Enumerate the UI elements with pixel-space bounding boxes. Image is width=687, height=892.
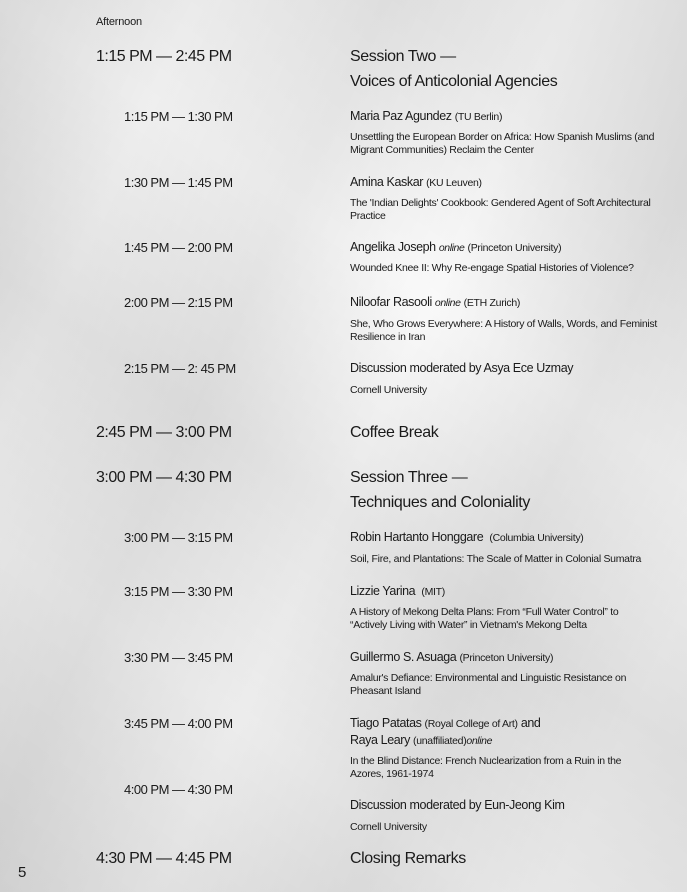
talk-speaker <box>350 109 502 123</box>
coffee-break-time: 2:45 PM — 3:00 PM <box>96 424 232 441</box>
talk-speaker <box>350 530 583 544</box>
talk-time: 3:45 PM — 4:00 PM <box>124 716 233 731</box>
closing-title: Closing Remarks <box>350 850 466 867</box>
talk-speaker <box>350 716 540 730</box>
coffee-break-title: Coffee Break <box>350 424 439 441</box>
speaker-name: Angelika Joseph <box>350 240 436 254</box>
speaker-name: Robin Hartanto Honggare <box>350 530 484 544</box>
discussion-text: Discussion moderated by Asya Ece Uzmay <box>350 361 574 375</box>
talk-speaker <box>350 175 482 189</box>
talk-title: Amalur's Defiance: Environmental and Linguistic Resistance on Pheasant Island <box>350 672 627 697</box>
and-text: and <box>520 716 541 730</box>
speaker-affiliation: (unaffiliated) <box>413 735 467 747</box>
page-number: 5 <box>18 864 27 881</box>
session-two-title-2: Voices of Anticolonial Agencies <box>350 73 558 90</box>
talk-speaker-2 <box>350 733 492 747</box>
speaker-name: Guillermo S. Asuaga <box>350 650 457 664</box>
speaker-affiliation: (MIT) <box>421 586 445 598</box>
speaker-affiliation: (TU Berlin) <box>454 111 503 123</box>
talk-title: She, Who Grows Everywhere: A History of Walls, Words, and Feminist Resilience in Iran <box>350 318 657 343</box>
speaker-name: Lizzie Yarina <box>350 584 416 598</box>
talk-time: 3:15 PM — 3:30 PM <box>124 584 233 599</box>
talk-speaker <box>350 650 553 664</box>
speaker-affiliation: (Princeton University) <box>467 242 562 254</box>
discussion-affiliation: Cornell University <box>350 384 427 396</box>
speaker-name: Niloofar Rasooli <box>350 295 432 309</box>
talk-title: Wounded Knee II: Why Re-engage Spatial Histories of Violence? <box>350 262 634 274</box>
talk-title: The 'Indian Delights' Cookbook: Gendered Agent of Soft Architectural Practice <box>350 197 651 222</box>
speaker-name: Amina Kaskar <box>350 175 424 189</box>
talk-time: 2:00 PM — 2:15 PM <box>124 295 233 310</box>
closing-time: 4:30 PM — 4:45 PM <box>96 850 232 867</box>
talk-title: Unsettling the European Border on Africa: How Spanish Muslims (and Migrant Communities) Reclaim the Center <box>350 131 655 156</box>
speaker-affiliation: (KU Leuven) <box>426 177 482 189</box>
discussion-time: 2:15 PM — 2: 45 PM <box>124 361 236 376</box>
speaker-name: Raya Leary <box>350 733 410 747</box>
discussion-affiliation: Cornell University <box>350 821 427 833</box>
online-tag: online <box>466 735 493 747</box>
discussion-text: Discussion moderated by Eun-Jeong Kim <box>350 798 565 812</box>
session-two-time: 1:15 PM — 2:45 PM <box>96 48 232 65</box>
speaker-name: Maria Paz Agundez <box>350 109 452 123</box>
talk-time: 1:15 PM — 1:30 PM <box>124 109 233 124</box>
speaker-name: Tiago Patatas <box>350 716 422 730</box>
talk-time: 3:30 PM — 3:45 PM <box>124 650 233 665</box>
discussion-time: 4:00 PM — 4:30 PM <box>124 782 233 797</box>
session-three-title-1: Session Three — <box>350 469 468 486</box>
session-three-title-2: Techniques and Coloniality <box>350 494 530 511</box>
online-tag: online <box>438 242 465 254</box>
talk-time: 1:45 PM — 2:00 PM <box>124 240 233 255</box>
talk-title: A History of Mekong Delta Plans: From “Full Water Control” to “Actively Living with Water” in Vietnam's Mekong Delta <box>350 606 619 631</box>
speaker-affiliation: (ETH Zurich) <box>463 297 521 309</box>
speaker-affiliation: (Columbia University) <box>489 532 584 544</box>
session-three-time: 3:00 PM — 4:30 PM <box>96 469 232 486</box>
talk-title: In the Blind Distance: French Nuclearization from a Ruin in the Azores, 1961-1974 <box>350 755 622 780</box>
talk-title: Soil, Fire, and Plantations: The Scale of Matter in Colonial Sumatra <box>350 553 642 565</box>
talk-time: 3:00 PM — 3:15 PM <box>124 530 233 545</box>
speaker-affiliation: (Princeton University) <box>459 652 554 664</box>
talk-time: 1:30 PM — 1:45 PM <box>124 175 233 190</box>
section-label: Afternoon <box>96 16 142 28</box>
online-tag: online <box>434 297 461 309</box>
talk-speaker <box>350 584 445 598</box>
session-two-title-1: Session Two — <box>350 48 456 65</box>
speaker-affiliation: (Royal College of Art) <box>424 718 518 730</box>
talk-speaker <box>350 295 520 309</box>
talk-speaker <box>350 240 561 254</box>
